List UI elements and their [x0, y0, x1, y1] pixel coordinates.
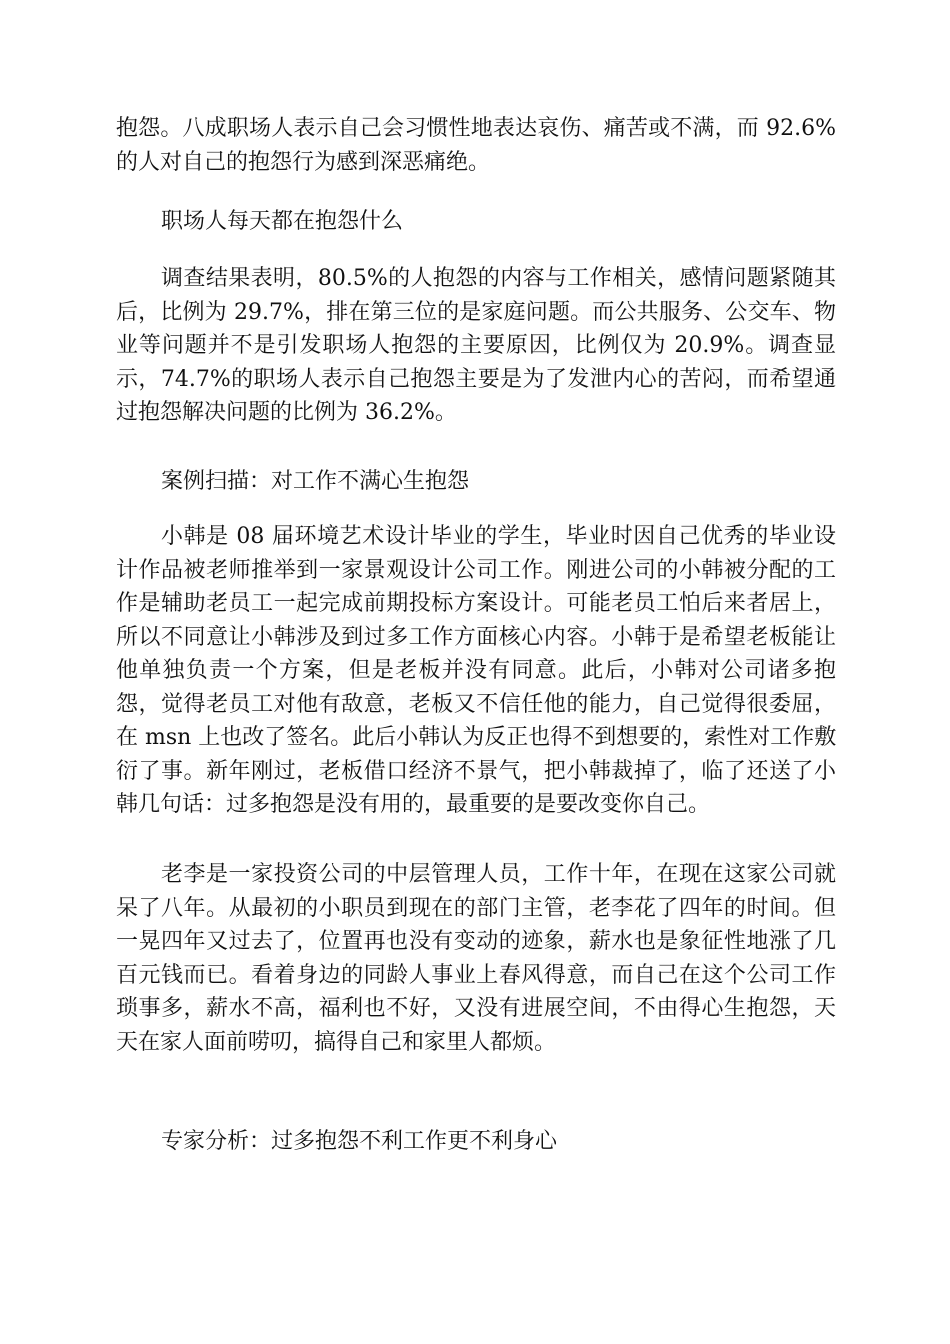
text-line: 百元钱而已。看着身边的同龄人事业上春风得意，而自己在这个公司工作: [116, 962, 836, 988]
text-line: 调查结果表明，80.5%的人抱怨的内容与工作相关，感情问题紧随其: [161, 266, 836, 291]
paragraph-case-laoli: [116, 858, 836, 1059]
text-line: 计作品被老师推举到一家景观设计公司工作。刚进公司的小韩被分配的工: [116, 557, 836, 583]
text-line: 所以不同意让小韩涉及到过多工作方面核心内容。小韩于是希望老板能让: [116, 624, 836, 650]
text-line: 在 msn 上也改了签名。此后小韩认为反正也得不到想要的，索性对工作敷: [116, 725, 836, 750]
text-line: 示，74.7%的职场人表示自己抱怨主要是为了发泄内心的苦闷，而希望通: [116, 366, 836, 392]
text-line: 韩几句话：过多抱怨是没有用的，最重要的是要改变你自己。: [116, 792, 711, 817]
text-line: 抱怨。八成职场人表示自己会习惯性地表达哀伤、痛苦或不满，而 92.6%: [116, 116, 836, 141]
paragraph-case-xiaohan: [116, 520, 836, 822]
section-heading: [116, 465, 836, 499]
text-line: 琐事多，薪水不高，福利也不好，又没有进展空间，不由得心生抱怨，天: [116, 996, 836, 1021]
text-line: 小韩是 08 届环境艺术设计毕业的学生，毕业时因自己优秀的毕业设: [161, 524, 836, 549]
paragraph-continuation: [116, 112, 836, 179]
text-line: 衍了事。新年刚过，老板借口经济不景气，把小韩裁掉了，临了还送了小: [116, 758, 836, 784]
text-line: 业等问题并不是引发职场人抱怨的主要原因，比例仅为 20.9%。调查显: [116, 333, 836, 358]
text-line: 天在家人面前唠叨，搞得自己和家里人都烦。: [116, 1029, 557, 1055]
text-line: 怨，觉得老员工对他有敌意，老板又不信任他的能力，自己觉得很委屈，: [116, 691, 836, 717]
text-line: 的人对自己的抱怨行为感到深恶痛绝。: [116, 149, 491, 175]
text-line: 一晃四年又过去了，位置再也没有变动的迹象，薪水也是象征性地涨了几: [116, 929, 836, 954]
text-line: 作是辅助老员工一起完成前期投标方案设计。可能老员工怕后来者居上，: [116, 591, 836, 616]
text-line: 他单独负责一个方案，但是老板并没有同意。此后，小韩对公司诸多抱: [116, 658, 836, 683]
text-line: 过抱怨解决问题的比例为 36.2%。: [116, 400, 457, 425]
text-line: 呆了八年。从最初的小职员到现在的部门主管，老李花了四年的时间。但: [116, 895, 836, 921]
text-line: 老李是一家投资公司的中层管理人员，工作十年，在现在这家公司就: [161, 862, 836, 887]
section-heading: [116, 205, 836, 239]
section-heading: [116, 1125, 836, 1159]
text-line: 后，比例为 29.7%，排在第三位的是家庭问题。而公共服务、公交车、物: [116, 299, 836, 325]
heading-text: 案例扫描：对工作不满心生抱怨: [161, 469, 470, 494]
heading-text: 专家分析：过多抱怨不利工作更不利身心: [161, 1129, 558, 1154]
heading-text: 职场人每天都在抱怨什么: [161, 209, 404, 234]
paragraph-survey-results: [116, 262, 836, 430]
